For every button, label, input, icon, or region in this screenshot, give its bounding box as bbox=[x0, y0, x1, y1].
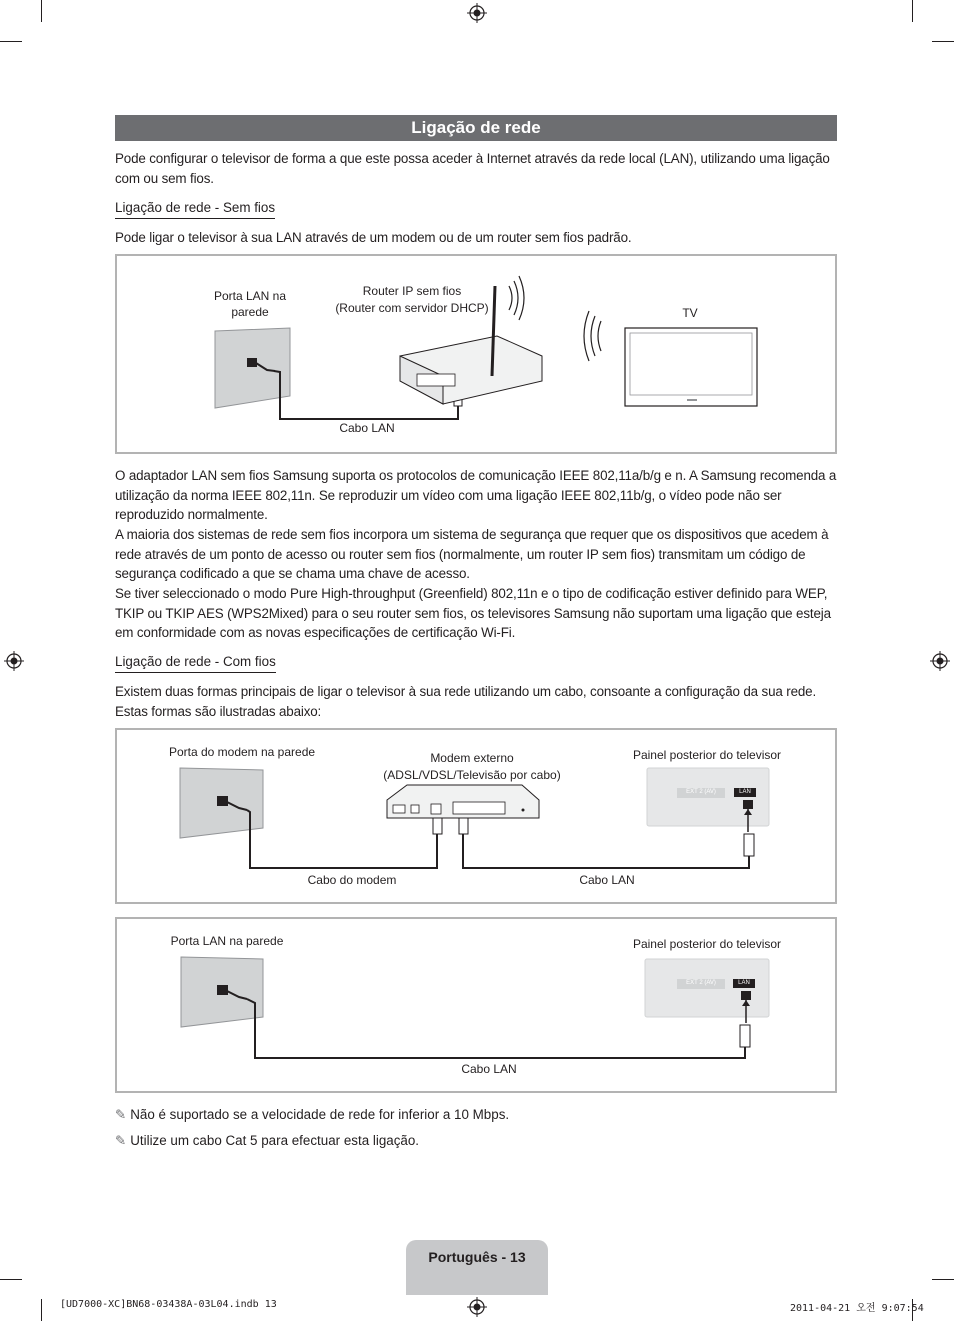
registration-mark-icon bbox=[467, 3, 487, 23]
registration-mark-icon bbox=[4, 651, 24, 671]
wireless-para-2: A maioria dos sistemas de rede sem fios incorpora um sistema de segurança que requer que os dispositivos que acedem à rede através de um ponto de acesso ou router sem fios (normalmente, um router IP sem fios) transmitam um código de segurança codificado a que se chama uma chave de acesso. bbox=[115, 527, 829, 581]
wifi-waves-icon bbox=[598, 321, 601, 351]
modem-cable bbox=[247, 810, 437, 868]
registration-mark-icon bbox=[930, 651, 950, 671]
wireless-diagram bbox=[115, 254, 837, 454]
pencil-note-icon: ✎ bbox=[115, 1134, 127, 1149]
lan-port-icon bbox=[741, 991, 751, 1000]
wall-port-icon bbox=[217, 985, 228, 995]
note-item: ✎ Utilize um cabo Cat 5 para efectuar esta ligação. bbox=[115, 1133, 420, 1149]
lan-port-label: LAN bbox=[739, 789, 751, 795]
router-label-1: Router IP sem fios bbox=[362, 284, 462, 298]
modem-wall-label: Porta do modem na parede bbox=[168, 745, 316, 759]
wireless-para-3: Se tiver seleccionado o modo Pure High-throughput (Greenfield) 802,11n e o tipo de codificação estiver definido para WEP, TKIP ou TKIP AES (WPS2Mixed) para o seu router sem fios, os televisores Samsung não suportam uma ligação que esteja em conformidade com as novas especificações de certificação Wi-Fi. bbox=[115, 586, 831, 640]
wired-heading: Ligação de rede - Com fios bbox=[115, 653, 276, 673]
print-date-info: 2011-04-21 오전 9:07:54 bbox=[790, 1303, 924, 1314]
router-label-2: (Router com servidor DHCP) bbox=[335, 301, 489, 315]
wall-port-label: Porta LAN na parede bbox=[213, 289, 287, 319]
modem-cable-label: Cabo do modem bbox=[307, 873, 397, 887]
tv-label: TV bbox=[682, 306, 698, 320]
modem-label-2: (ADSL/VDSL/Televisão por cabo) bbox=[383, 768, 561, 782]
registration-mark-icon bbox=[467, 1297, 487, 1317]
cable-label: Cabo LAN bbox=[339, 421, 395, 435]
tv-panel-label: Painel posterior do televisor bbox=[632, 937, 782, 951]
wired-text: Existem duas formas principais de ligar o televisor à sua rede utilizando um cabo, consoante a configuração da sua rede. Estas formas são ilustradas abaixo: bbox=[115, 684, 817, 719]
wireless-text: Pode ligar o televisor à sua LAN através de um modem ou de um router sem fios padrão. bbox=[115, 230, 632, 245]
lan-port-icon bbox=[743, 800, 753, 809]
intro-text: Pode configurar o televisor de forma a que este possa aceder à Internet através da rede local (LAN), utilizando uma ligação com ou sem fios. bbox=[115, 151, 830, 186]
lan-cable-label: Cabo LAN bbox=[461, 1062, 517, 1076]
wall-port-icon bbox=[247, 358, 257, 367]
wifi-waves-icon bbox=[509, 286, 512, 310]
lan-cable-wired bbox=[463, 830, 749, 868]
tv-panel-label: Painel posterior do televisor bbox=[632, 748, 782, 762]
wireless-para-1: O adaptador LAN sem fios Samsung suporta os protocolos de comunicação IEEE 802,11a/b/g e n. A Samsung recomenda a utilização da norma IEEE 802,11n. Se reproduzir um vídeo com uma ligação IEEE 802,11b/g, o vídeo pode não ser reproduzido normalmente. bbox=[115, 468, 837, 522]
wall-panel bbox=[215, 328, 290, 408]
wall-lan-label: Porta LAN na parede bbox=[170, 934, 284, 948]
page-number: Português - 13 bbox=[406, 1240, 548, 1295]
lan-cable-label: Cabo LAN bbox=[579, 873, 635, 887]
page-title: Ligação de rede bbox=[115, 115, 837, 141]
lan-port-label: LAN bbox=[738, 980, 750, 986]
modem-label-1: Modem externo bbox=[430, 751, 514, 765]
pencil-note-icon: ✎ bbox=[115, 1108, 127, 1123]
wall-port-icon bbox=[217, 796, 228, 806]
wired-diagram-modem bbox=[115, 728, 837, 904]
ext-port-label: EXT 2 (AV) bbox=[686, 789, 716, 795]
wireless-heading: Ligação de rede - Sem fios bbox=[115, 199, 275, 219]
wired-diagram-wall bbox=[115, 917, 837, 1093]
ext-port-label: EXT 2 (AV) bbox=[686, 980, 716, 986]
print-file-info: [UD7000-XC]BN68-03438A-03L04.indb 13 bbox=[60, 1299, 277, 1310]
note-item: ✎ Não é suportado se a velocidade de rede for inferior a 10 Mbps. bbox=[115, 1107, 510, 1123]
